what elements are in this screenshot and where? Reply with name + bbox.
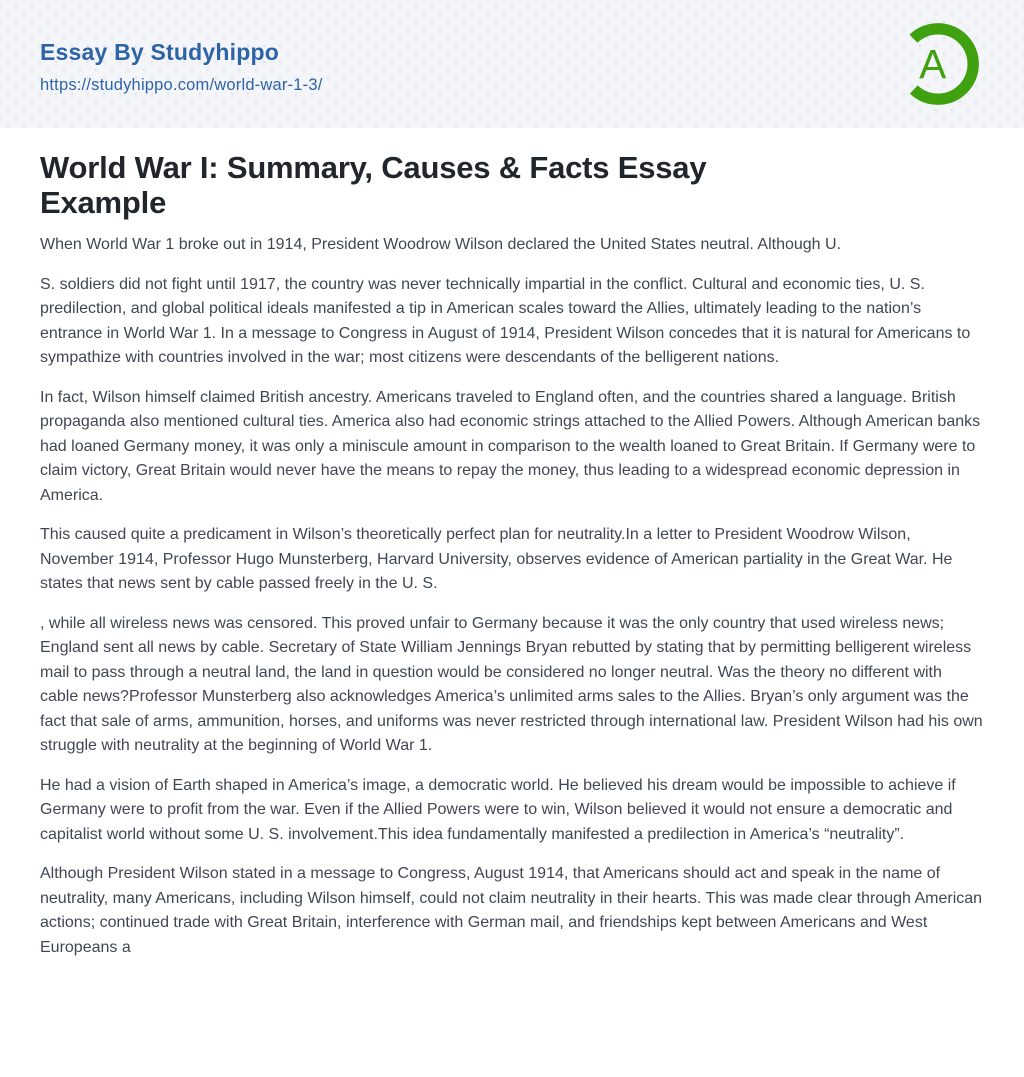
logo-letter: A <box>919 41 947 88</box>
page-header <box>0 0 1024 128</box>
studyhippo-logo-link[interactable] <box>894 20 982 108</box>
essay-paragraph: This caused quite a predicament in Wilson’s theoretically perfect plan for neutrality.In a letter to President Woodrow Wilson, November 1914, Professor Hugo Munsterberg, Harvard University, observes evidence of American partiality in the Great War. He states that news sent by cable passed freely in the U. S. <box>40 526 953 592</box>
header-text-block <box>40 33 323 95</box>
essay-body <box>40 233 984 960</box>
site-name-link[interactable]: Essay By Studyhippo <box>40 39 279 65</box>
essay-content <box>0 128 1024 1005</box>
essay-paragraph: Although President Wilson stated in a message to Congress, August 1914, that Americans should act and speak in the name of neutrality, many Americans, including Wilson himself, could not claim neutrality in their hearts. This was made clear through American actions; continued trade with Great Britain, interference with German mail, and friendships kept between Americans and West Europeans a <box>40 865 983 956</box>
essay-paragraph: In fact, Wilson himself claimed British ancestry. Americans traveled to England often, and the countries shared a language. British propaganda also mentioned cultural ties. America also had economic strings attached to the Allied Powers. Although American banks had loaned Germany money, it was only a miniscule amount in comparison to the wealth loaned to Great Britain. If Germany were to claim victory, Great Britain would never have the means to repay the money, thus leading to a widespread economic depression in America. <box>40 388 981 504</box>
studyhippo-logo-icon <box>894 20 982 108</box>
essay-paragraph: He had a vision of Earth shaped in America’s image, a democratic world. He believed his dream would be impossible to achieve if Germany were to profit from the war. Even if the Allied Powers were to win, Wilson believed it would not ensure a democratic and capitalist world without some U. S. involvement.This idea fundamentally manifested a predilection in America’s “neutrality”. <box>40 776 956 843</box>
essay-title: World War I: Summary, Causes & Facts Essay Example <box>40 150 707 220</box>
essay-paragraph: S. soldiers did not fight until 1917, the country was never technically impartial in the conflict. Cultural and economic ties, U. S. predilection, and global political ideals manifested a tip in American scales toward the Allies, ultimately leading to the nation’s entrance in World War 1. In a message to Congress in August of 1914, President Wilson concedes that it is natural for Americans to sympathize with countries involved in the war; most citizens were descendants of the belligerent nations. <box>40 275 971 366</box>
essay-paragraph: When World War 1 broke out in 1914, President Woodrow Wilson declared the United States neutral. Although U. <box>40 236 842 253</box>
essay-paragraph: , while all wireless news was censored. This proved unfair to Germany because it was the only country that used wireless news; England sent all news by cable. Secretary of State William Jennings Bryan rebutted by stating that by permitting belligerent wireless mail to pass through a neutral land, the land in question would be considered no longer neutral. Was the theory no different with cable news?Professor Munsterberg also acknowledges America’s unlimited arms sales to the Allies. Bryan’s only argument was the fact that sale of arms, ammunition, horses, and uniforms was never restricted through international law. President Wilson had his own struggle with neutrality at the beginning of World War 1. <box>40 614 983 754</box>
essay-url-link[interactable]: https://studyhippo.com/world-war-1-3/ <box>40 76 323 94</box>
